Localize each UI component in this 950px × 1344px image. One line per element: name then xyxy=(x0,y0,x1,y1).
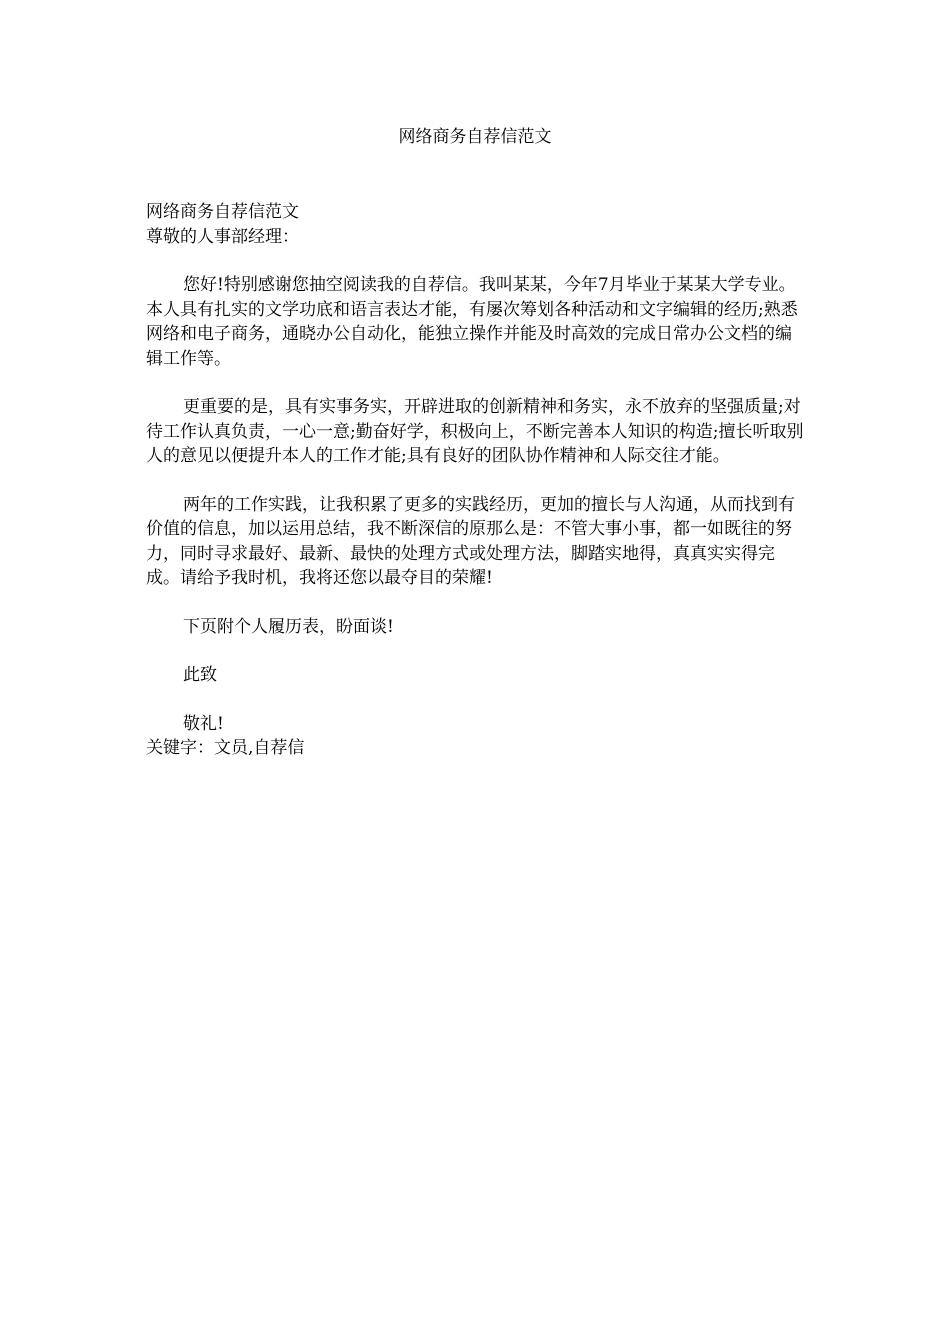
paragraph-strengths: 更重要的是，具有实事务实，开辟进取的创新精神和务实，永不放弃的坚强质量;对待工作认真负责，一心一意;勤奋好学，积极向上，不断完善本人知识的构造;擅长听取别人的意见以便提升本人的工作才能;具有良好的团队协作精神和人际交往才能。 xyxy=(146,397,804,466)
spacer xyxy=(146,639,806,663)
paragraph-intro: 您好!特别感谢您抽空阅读我的自荐信。我叫某某，今年7月毕业于某某大学专业。本人具有扎实的文学功底和语言表达才能，有屡次筹划各种活动和文字编辑的经历;熟悉网络和电子商务，通晓办公自动化，能独立操作并能及时高效的完成日常办公文档的编辑工作等。 xyxy=(146,275,798,369)
closing: 此致 xyxy=(183,665,217,685)
page-title: 网络商务自荐信范文 xyxy=(398,127,552,147)
spacer xyxy=(146,371,806,395)
keywords: 关键字：文员,自荐信 xyxy=(146,738,305,758)
letter-heading: 网络商务自荐信范文 xyxy=(146,202,299,222)
paragraph-attachment: 下页附个人履历表，盼面谈! xyxy=(183,616,394,637)
spacer xyxy=(146,249,806,273)
regards: 敬礼! xyxy=(183,713,224,734)
letter-body xyxy=(146,200,806,761)
spacer xyxy=(146,469,806,493)
paragraph-experience: 两年的工作实践，让我积累了更多的实践经历，更加的擅长与人沟通，从而找到有价值的信息，加以运用总结，我不断深信的原那么是：不管大事小事，都一如既往的努力，同时寻求最好、最新、最快的处理方式或处理方法，脚踏实地得，真真实实得完成。请给予我时机，我将还您以最夺目的荣耀! xyxy=(146,494,795,588)
spacer xyxy=(146,591,806,615)
spacer xyxy=(146,688,806,712)
salutation: 尊敬的人事部经理： xyxy=(146,226,299,247)
